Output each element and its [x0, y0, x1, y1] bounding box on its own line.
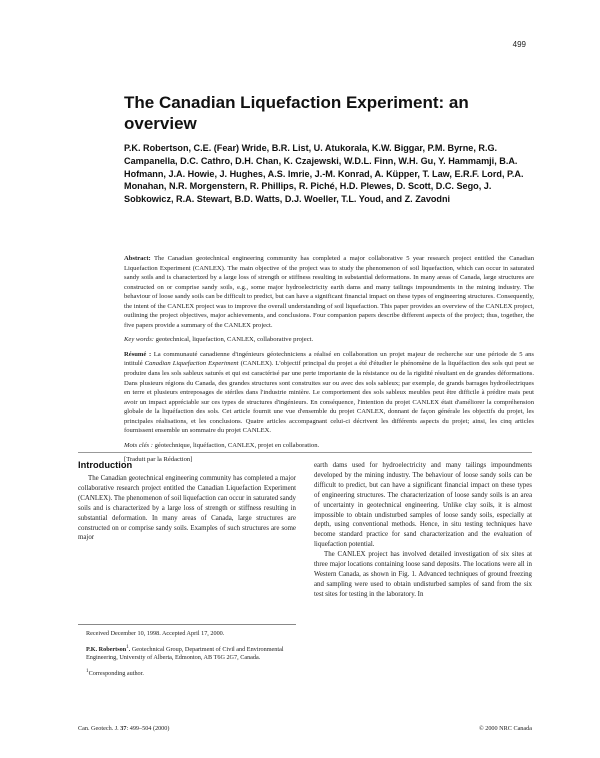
affiliation-footnote-mark: 1: [126, 643, 129, 650]
affiliation-text: Geotechnical Group, Department of Civil and Environmental Engineering, University of Alberta, Edmonton, AB T6G 2G7, Canada.: [86, 645, 284, 662]
translation-note: [Traduit par la Rédaction]: [124, 456, 193, 464]
corresponding-author-note: [86, 667, 296, 679]
abstract-section: [124, 254, 534, 470]
affiliation-author-name: P.K. Robertson: [86, 645, 127, 653]
page-number: 499: [512, 40, 526, 49]
author-affiliation: P.K. Robertson$^1$. Geotechnical Group, Department of Civil and Environmental Engineering, University of Alberta, Edmonton, AB T6G 2G7, Canada.: [86, 643, 284, 662]
journal-citation: [78, 725, 169, 732]
mots-cles-label: Mots clés :: [124, 441, 153, 449]
mots-cles-text: géotechnique, liquéfaction, CANLEX, projet en collaboration.: [154, 441, 320, 449]
resume-text-before: La communauté canadienne d'ingénieurs géotechniciens a réalisé en collaboration un projet majeur de recherche sur une période de 5 ans intitulé: [124, 350, 535, 368]
left-column: [78, 474, 296, 543]
footnote-box: [78, 624, 296, 683]
copyright-notice: © 2000 NRC Canada: [479, 725, 532, 732]
paper-title: The Canadian Liquefaction Experiment: an overview: [124, 93, 469, 133]
journal-name: Can. Geotech. J.: [78, 725, 119, 732]
author-list: P.K. Robertson, C.E. (Fear) Wride, B.R. List, U. Atukorala, K.W. Biggar, P.M. Byrne, R.G. Campanella, D.C. Cathro, D.H. Chan, K. Czajewski, W.D.L. Finn, W.H. Gu, Y. Hammamji, B.A. Hofmann, J.A. Howie, J. Hughes, A.S. Imrie, J.-M. Konrad, A. Küpper, T. Law, E.R.F. Lord, P.A. Monahan, N.R. Morgenstern, R. Phillips, R. Piché, H.D. Plewes, D. Scott, D.C. Sego, J. Sobkowicz, R.A. Stewart, B.D. Watts, D.J. Woeller, T.L. Youd, and Z. Zavodni: [124, 143, 524, 205]
abstract-text: The Canadian geotechnical engineering community has completed a major collaborative 5 year research project entitled the Canadian Liquefaction Experiment (CANLEX). The main objective of the project was to study the phenomenon of soil liquefaction, which can occur in saturated sandy soils and is characterized by a large loss of strength or stiffness resulting in substantial deformations. In many areas of Canada, large structures are constructed on or comprise sandy soils, e.g., some major hydroelectricity earth dams and many tailings impoundments in the mining industry. The behaviour of loose sandy soils can be difficult to predict, but can have a significant financial impact on these types of engineering structures. Consequently, the intent of the CANLEX project was to improve the overall understanding of soil liquefaction. This paper provides an overview of the CANLEX project, outlining the project objectives, major achievements, and conclusions. Four companion papers describe different aspects of the project; thus, together, the five papers provide a summary of the CANLEX project.: [124, 255, 535, 329]
key-words-text: geotechnical, liquefaction, CANLEX, collaborative project.: [155, 336, 314, 344]
abstract-paragraph: [124, 254, 534, 330]
mots-cles-paragraph: [124, 441, 534, 451]
resume-project-title: Canadian Liquefaction Experiment: [144, 360, 239, 368]
intro-paragraph-1: The Canadian geotechnical engineering community has completed a major collaborative research project entitled the Canadian Liquefaction Experiment (CANLEX). The phenomenon of soil liquefaction can occur in saturated sandy soils and is characterized by a large loss of strength or stiffness resulting in substantial deformation. In many areas of Canada, large structures are constructed on or comprise sandy soils. Examples of such structures are some major: [78, 475, 296, 542]
intro-paragraph-2: The CANLEX project has involved detailed investigation of six sites at three major locations containing loose sand deposits. The locations were all in Western Canada, as shown in Fig. 1. Advanced techniques of ground freezing and sampling were used to obtain undisturbed samples of sand from the six test sites for testing in the laboratory. In: [314, 551, 532, 598]
key-words-paragraph: [124, 335, 534, 345]
journal-volume: 37: [120, 725, 127, 732]
resume-paragraph: [124, 350, 534, 436]
resume-label: Résumé :: [124, 350, 152, 358]
journal-pages: : 499–504 (2000): [126, 725, 170, 732]
received-date: Received December 10, 1998. Accepted April 17, 2000.: [86, 630, 225, 637]
intro-paragraph-continued: earth dams used for hydroelectricity and many tailings impoundments developed by the mining industry. The behaviour of loose sandy soils can be difficult to predict, but can have a significant financial impact on these types of engineering structures. The characterization of loose sandy soils is an area of uncertainty in geotechnical engineering. Unlike clay soils, it is almost impossible to obtain undisturbed samples of loose sandy soils, especially at depth, using conventional methods. Hence, in situ testing techniques have become standard practice for sand characterization and the evaluation of liquefaction potential.: [314, 462, 532, 549]
abstract-label: Abstract:: [124, 255, 151, 262]
right-column: [314, 461, 532, 600]
key-words-label: Key words:: [124, 336, 154, 344]
section-divider: [78, 452, 532, 453]
introduction-heading: Introduction: [78, 460, 133, 470]
resume-text-after: (CANLEX). L'objectif principal du projet a été d'étudier le phénomène de la liquéfaction des sols qui peut se produire dans les sols sableux saturés et qui est caractérisé par une perte importante de la résistance ou de la rigidité résultant en de grandes déformations. Dans plusieurs régions du Canada, des grandes structures sont construites sur ou avec des sols sableux; par exemple, de grands barrages hydroélectriques en terre et plusieurs entreposages de stériles dans l'industrie minière. Le comportement des sols sableux meubles peut être difficile à prédire mais peut avoir un impact appréciable sur ces types de structures d'ingénieurs. En conséquence, l'intention du projet CANLEX était d'améliorer la compréhension globale de la liquéfaction des sols. Cet article fournit une vue d'ensemble du projet CANLEX, donnant de façon générale les objectifs du projet, les principales réalisations, et les conclusions. Quatre articles accompagnant celui-ci décrivent les différents aspects du projet; ainsi, les cinq articles fournissent ensemble un sommaire du projet CANLEX.: [124, 360, 534, 435]
corresponding-footnote-mark: 1: [86, 667, 89, 674]
corresponding-author-text: Corresponding author.: [88, 669, 144, 677]
